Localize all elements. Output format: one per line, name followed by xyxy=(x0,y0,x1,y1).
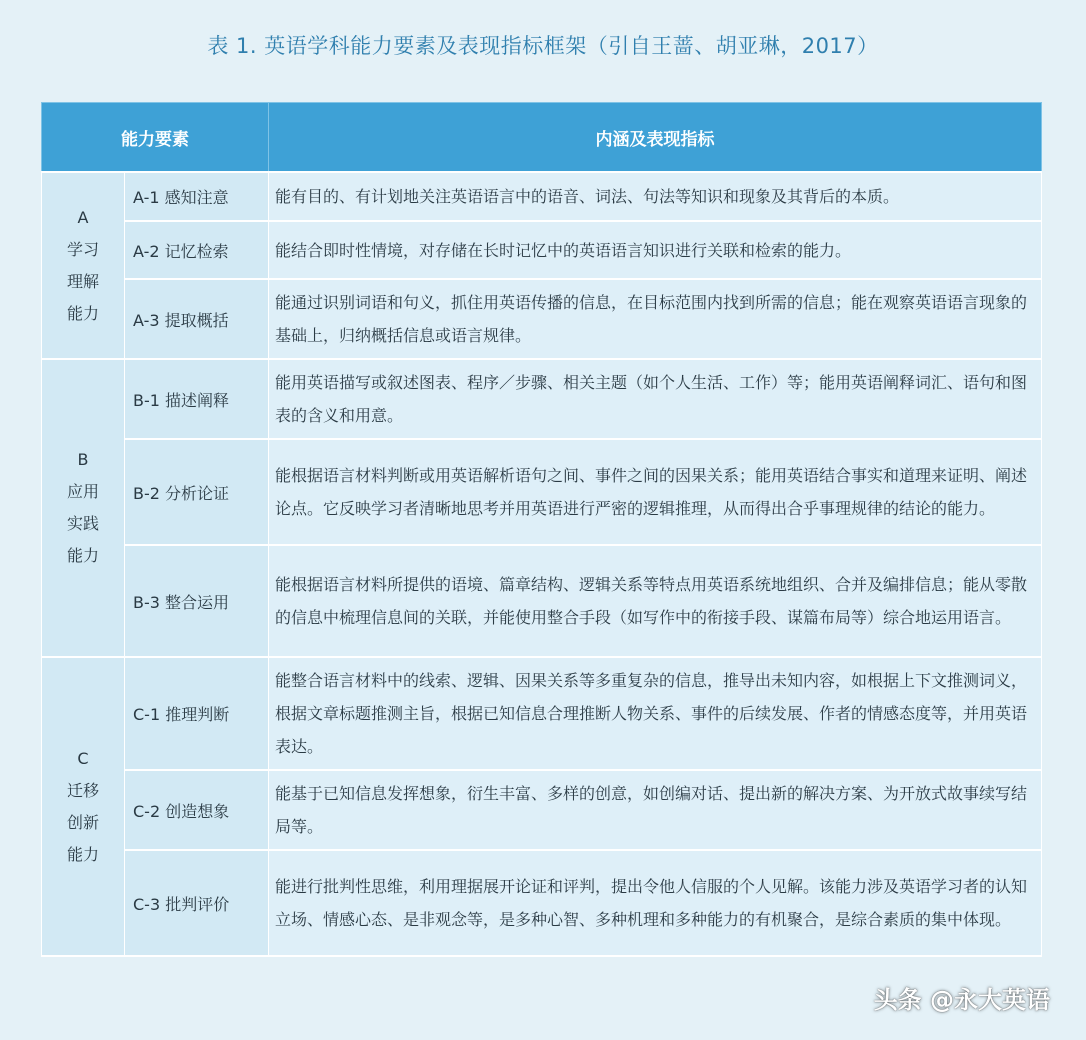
table-row xyxy=(42,221,1042,279)
table-row xyxy=(42,172,1042,221)
row-code: A-2 记忆检索 xyxy=(125,221,269,279)
row-code: B-2 分析论证 xyxy=(125,439,269,545)
group-a-line2: 理解 xyxy=(66,271,99,291)
table-title: 表 1. 英语学科能力要素及表现指标框架（引自王蔷、胡亚琳，2017） xyxy=(207,34,879,58)
table-row xyxy=(42,545,1042,657)
group-c-letter: C xyxy=(77,748,89,768)
group-b-line3: 能力 xyxy=(66,546,99,565)
row-code: A-1 感知注意 xyxy=(125,172,269,221)
group-c-label xyxy=(42,657,125,956)
header-indicators: 内涵及表现指标 xyxy=(269,103,1042,173)
row-description: 能基于已知信息发挥想象，衍生丰富、多样的创意，如创编对话、提出新的解决方案、为开放式故事续写结局等。 xyxy=(269,770,1042,850)
row-description: 能根据语言材料判断或用英语解析语句之间、事件之间的因果关系；能用英语结合事实和道理来证明、阐述论点。它反映学习者清晰地思考并用英语进行严密的逻辑推理，从而得出合乎事理规律的结论的能力。 xyxy=(269,439,1042,545)
watermark: 头条 @永大英语 xyxy=(873,986,1050,1014)
row-code: C-1 推理判断 xyxy=(125,657,269,770)
row-code: B-3 整合运用 xyxy=(125,545,269,657)
row-code: A-3 提取概括 xyxy=(125,279,269,359)
group-a-line1: 学习 xyxy=(66,239,99,259)
table-row xyxy=(42,770,1042,850)
group-b-line1: 应用 xyxy=(66,482,99,501)
row-description: 能整合语言材料中的线索、逻辑、因果关系等多重复杂的信息，推导出未知内容，如根据上下文推测词义，根据文章标题推测主旨，根据已知信息合理推断人物关系、事件的后续发展、作者的情感态度等，并用英语表达。 xyxy=(269,657,1042,770)
table-row xyxy=(42,279,1042,359)
header-ability-elements: 能力要素 xyxy=(42,103,269,173)
table-row xyxy=(42,439,1042,545)
group-c-line3: 能力 xyxy=(66,844,99,864)
row-description: 能进行批判性思维，利用理据展开论证和评判，提出令他人信服的个人见解。该能力涉及英语学习者的认知立场、情感心态、是非观念等，是多种心智、多种机理和多种能力的有机聚合，是综合素质的集中体现。 xyxy=(269,850,1042,956)
row-description: 能有目的、有计划地关注英语语言中的语音、词法、句法等知识和现象及其背后的本质。 xyxy=(269,172,1042,221)
table-header-row xyxy=(42,103,1042,173)
group-a-letter: A xyxy=(77,207,89,227)
row-description: 能根据语言材料所提供的语境、篇章结构、逻辑关系等特点用英语系统地组织、合并及编排信息；能从零散的信息中梳理信息间的关联，并能使用整合手段（如写作中的衔接手段、谋篇布局等）综合地运用语言。 xyxy=(269,545,1042,657)
group-a-line3: 能力 xyxy=(66,303,99,323)
group-b-label xyxy=(42,359,125,657)
group-a-label xyxy=(42,172,125,359)
row-description: 能结合即时性情境，对存储在长时记忆中的英语语言知识进行关联和检索的能力。 xyxy=(269,221,1042,279)
row-code: B-1 描述阐释 xyxy=(125,359,269,439)
row-code: C-2 创造想象 xyxy=(125,770,269,850)
table-row xyxy=(42,850,1042,956)
row-description: 能通过识别词语和句义，抓住用英语传播的信息，在目标范围内找到所需的信息；能在观察英语语言现象的基础上，归纳概括信息或语言规律。 xyxy=(269,279,1042,359)
ability-table xyxy=(41,102,1042,957)
group-b-line2: 实践 xyxy=(66,514,99,533)
row-description: 能用英语描写或叙述图表、程序／步骤、相关主题（如个人生活、工作）等；能用英语阐释词汇、语句和图表的含义和用意。 xyxy=(269,359,1042,439)
row-code: C-3 批判评价 xyxy=(125,850,269,956)
table-row xyxy=(42,657,1042,770)
group-c-line2: 创新 xyxy=(66,812,99,832)
group-c-line1: 迁移 xyxy=(66,780,99,800)
group-b-letter: B xyxy=(77,450,89,469)
table-row xyxy=(42,359,1042,439)
